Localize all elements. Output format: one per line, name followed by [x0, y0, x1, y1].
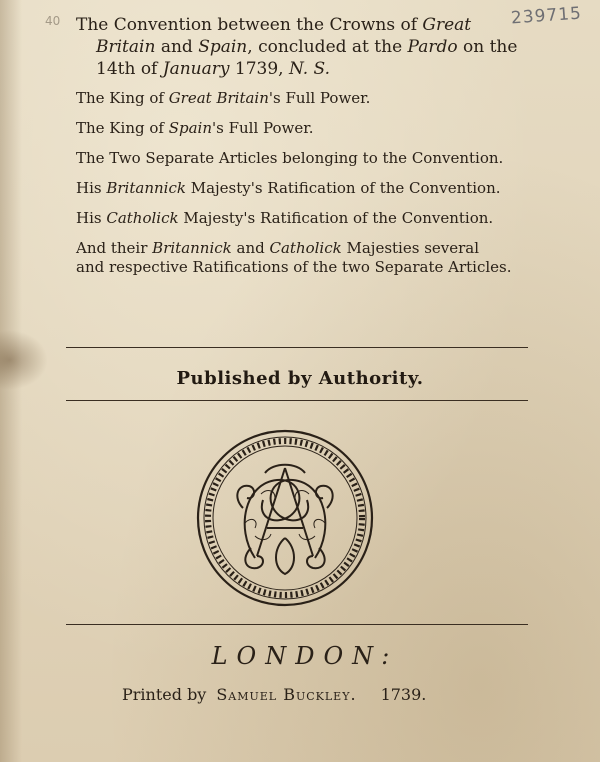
- title-line-2: Britain and Spain, concluded at the Pardo on the: [96, 37, 518, 57]
- title-line-3: 14th of January 1739, N. S.: [96, 59, 330, 79]
- contents-item: His Britannick Majesty's Ratification of the Convention.: [76, 179, 501, 197]
- contents-item: His Catholick Majesty's Ratification of the Convention.: [76, 209, 494, 227]
- published-line: Published by Authority.: [176, 368, 424, 389]
- contents-list: [76, 14, 546, 288]
- imprint-year: 1739.: [380, 685, 427, 704]
- imprint-printer: Samuel Buckley.: [216, 685, 357, 704]
- rule-top: [66, 347, 528, 348]
- rule-middle: [66, 400, 528, 401]
- final-line-2: and respective Ratifications of the two Separate Articles.: [76, 258, 512, 276]
- contents-item: The King of Spain's Full Power.: [76, 119, 314, 137]
- corner-mark: 40: [45, 14, 61, 28]
- imprint-line: [122, 685, 562, 704]
- monogram-ornament-icon: [195, 428, 375, 608]
- title-line-1: The Convention between the Crowns of Great: [76, 15, 472, 35]
- contents-item-final: [76, 239, 546, 277]
- imprint-printed-label: Printed by: [122, 685, 207, 704]
- imprint-city: LONDON:: [211, 642, 399, 670]
- title-heading: [76, 14, 546, 80]
- handwritten-shelf-number: 239715: [510, 3, 583, 29]
- contents-item: The King of Great Britain's Full Power.: [76, 89, 371, 107]
- final-line-1: And their Britannick and Catholick Majesties several: [76, 239, 480, 257]
- contents-item: The Two Separate Articles belonging to the Convention.: [76, 149, 504, 167]
- rule-bottom: [66, 624, 528, 625]
